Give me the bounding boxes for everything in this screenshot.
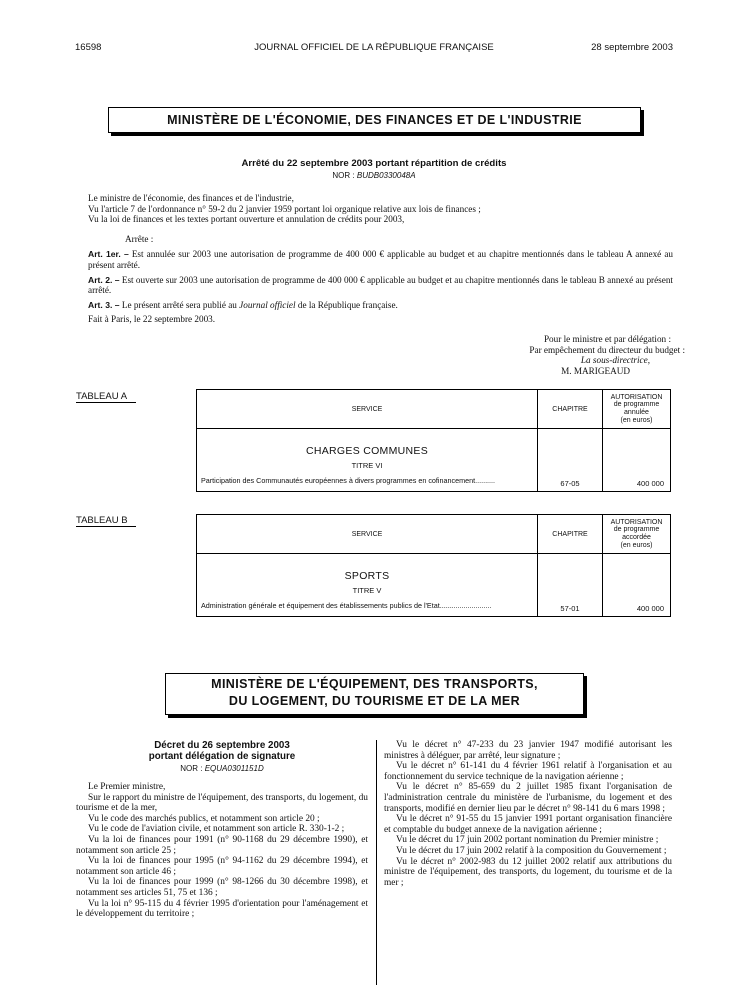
decret-visa: Vu la loi n° 95-115 du 4 février 1995 d'orientation pour l'aménagement et le développement du territoire ; [76, 898, 368, 920]
page-number: 16598 [75, 42, 102, 53]
issue-date: 28 septembre 2003 [591, 42, 673, 53]
decret-left-column [76, 740, 368, 920]
journal-title: JOURNAL OFFICIEL DE LA RÉPUBLIQUE FRANÇAISE [254, 42, 494, 53]
decret-visa: Vu la loi de finances pour 1995 (n° 94-1162 du 29 décembre 1994), et notamment son article 46 ; [76, 856, 368, 877]
signature-line: La sous-directrice, [580, 355, 650, 366]
ministry-line: DU LOGEMENT, DU TOURISME ET DE LA MER [228, 694, 521, 708]
arrete-body [88, 193, 673, 325]
service-cell [197, 554, 538, 617]
row-chapitre: 67-05 [538, 429, 603, 492]
article-3: Art. 3. – Le présent arrêté sera publié au Journal officiel de la République française. [88, 299, 398, 310]
titre-label: TITRE V [352, 586, 382, 595]
titre-label: TITRE VI [351, 461, 383, 470]
row-amount: 400 000 [603, 554, 671, 617]
table-header-row [197, 515, 671, 554]
col-autorisation: AUTORISATION de programme accordée (en euros) [603, 515, 671, 554]
article-1: Art. 1er. – Est annulée sur 2003 une autorisation de programme de 400 000 € applicable au budget et au chapitre mentionnés dans le tableau A annexé au présent arrêté. [88, 249, 673, 270]
col-service: SERVICE [197, 515, 538, 554]
arrete-word: Arrête : [125, 233, 154, 244]
decret-visa: Vu la loi de finances pour 1999 (n° 98-1266 du 30 décembre 1998), et notamment ses articles 51, 75 et 136 ; [76, 877, 368, 898]
arrete-nor: NOR : BUDB0330048A [332, 171, 416, 180]
visa: Le ministre de l'économie, des finances et de l'industrie, [88, 193, 294, 203]
signature-line: Pour le ministre et par délégation : [543, 334, 671, 344]
decret-title: Décret du 26 septembre 2003 portant délégation de signature [148, 740, 296, 762]
decret-visa: Le Premier ministre, [88, 782, 166, 792]
ministry-line: MINISTÈRE DE L'ÉQUIPEMENT, DES TRANSPORTS, [211, 677, 538, 691]
decret-visa: Vu le décret n° 91-55 du 15 janvier 1991 portant organisation financière et comptable du budget annexe de la navigation aérienne ; [384, 814, 672, 835]
col-chapitre: CHAPITRE [538, 515, 603, 554]
decret-visa: Vu le code des marchés publics, et notamment son article 20 ; [88, 813, 320, 824]
row-amount: 400 000 [603, 429, 671, 492]
section-title: SPORTS [344, 570, 390, 582]
row-chapitre: 57-01 [538, 554, 603, 617]
table-row [197, 554, 671, 617]
col-service: SERVICE [197, 390, 538, 429]
decret-visa: Vu le décret n° 47-233 du 23 janvier 1947 modifié autorisant les ministres à déléguer, par arrêté, leur signature ; [384, 740, 672, 761]
ministry-heading-equipement [165, 673, 584, 715]
decret-nor: NOR : EQUA0301151D [180, 764, 264, 773]
decret-visa: Vu la loi de finances pour 1991 (n° 90-1168 du 29 décembre 1990), et notamment son article 25 ; [76, 834, 368, 856]
decret-visa: Vu le décret du 17 juin 2002 portant nomination du Premier ministre ; [396, 835, 659, 846]
signatory-name: M. MARIGEAUD [561, 365, 630, 376]
decret-visa: Sur le rapport du ministre de l'équipement, des transports, du logement, du tourisme et de la mer, [76, 792, 368, 814]
decret-right-column [384, 740, 672, 888]
column-divider [376, 740, 377, 985]
row-description: Participation des Communautés européennes à divers programmes en cofinancement.......... [201, 476, 496, 485]
tableau-b-label: TABLEAU B [76, 515, 136, 527]
decret-visa: Vu le décret n° 85-659 du 2 juillet 1985 fixant l'organisation de l'administration centrale du ministère de l'urbanisme, du logement et des transports, modifié en dernier lieu par le décret n° 98-141 du 6 mars 1998 ; [384, 782, 672, 814]
tableau-b [196, 514, 671, 617]
arrete-title: Arrêté du 22 septembre 2003 portant répartition de crédits [241, 158, 507, 169]
tableau-a-label: TABLEAU A [76, 391, 136, 403]
col-chapitre: CHAPITRE [538, 390, 603, 429]
tableau-a [196, 389, 671, 492]
fait-a-paris: Fait à Paris, le 22 septembre 2003. [88, 314, 216, 325]
decret-visa: Vu le décret n° 2002-983 du 12 juillet 2002 relatif aux attributions du ministre de l'équipement, des transports, du logement, du tourisme et de la mer ; [384, 856, 672, 888]
decret-visa: Vu le décret n° 61-141 du 4 février 1961 relatif à l'organisation et au fonctionnement du service technique de la navigation aérienne ; [384, 761, 672, 782]
table-header-row [197, 390, 671, 429]
service-cell [197, 429, 538, 492]
signature-block [470, 334, 685, 376]
visa: Vu la loi de finances et les textes portant ouverture et annulation de crédits pour 2003, [88, 214, 405, 225]
table-row [197, 429, 671, 492]
signature-line: Par empêchement du directeur du budget : [529, 344, 685, 355]
decret-visa: Vu le décret du 17 juin 2002 relatif à la composition du Gouvernement ; [396, 845, 667, 856]
article-2: Art. 2. – Est ouverte sur 2003 une autorisation de programme de 400 000 € applicable au budget et au chapitre mentionnés dans le tableau B annexé au présent arrêté. [88, 274, 673, 296]
visa: Vu l'article 7 de l'ordonnance n° 59-2 du 2 janvier 1959 portant loi organique relative aux lois de finances ; [88, 203, 481, 214]
decret-visa: Vu le code de l'aviation civile, et notamment son article R. 330-1-2 ; [88, 824, 345, 835]
ministry-heading-economie: MINISTÈRE DE L'ÉCONOMIE, DES FINANCES ET DE L'INDUSTRIE [108, 107, 641, 133]
col-autorisation: AUTORISATION de programme annulée (en euros) [603, 390, 671, 429]
row-description: Administration générale et équipement des établissements publics de l'Etat.......................... [201, 601, 492, 610]
section-title: CHARGES COMMUNES [305, 445, 429, 457]
